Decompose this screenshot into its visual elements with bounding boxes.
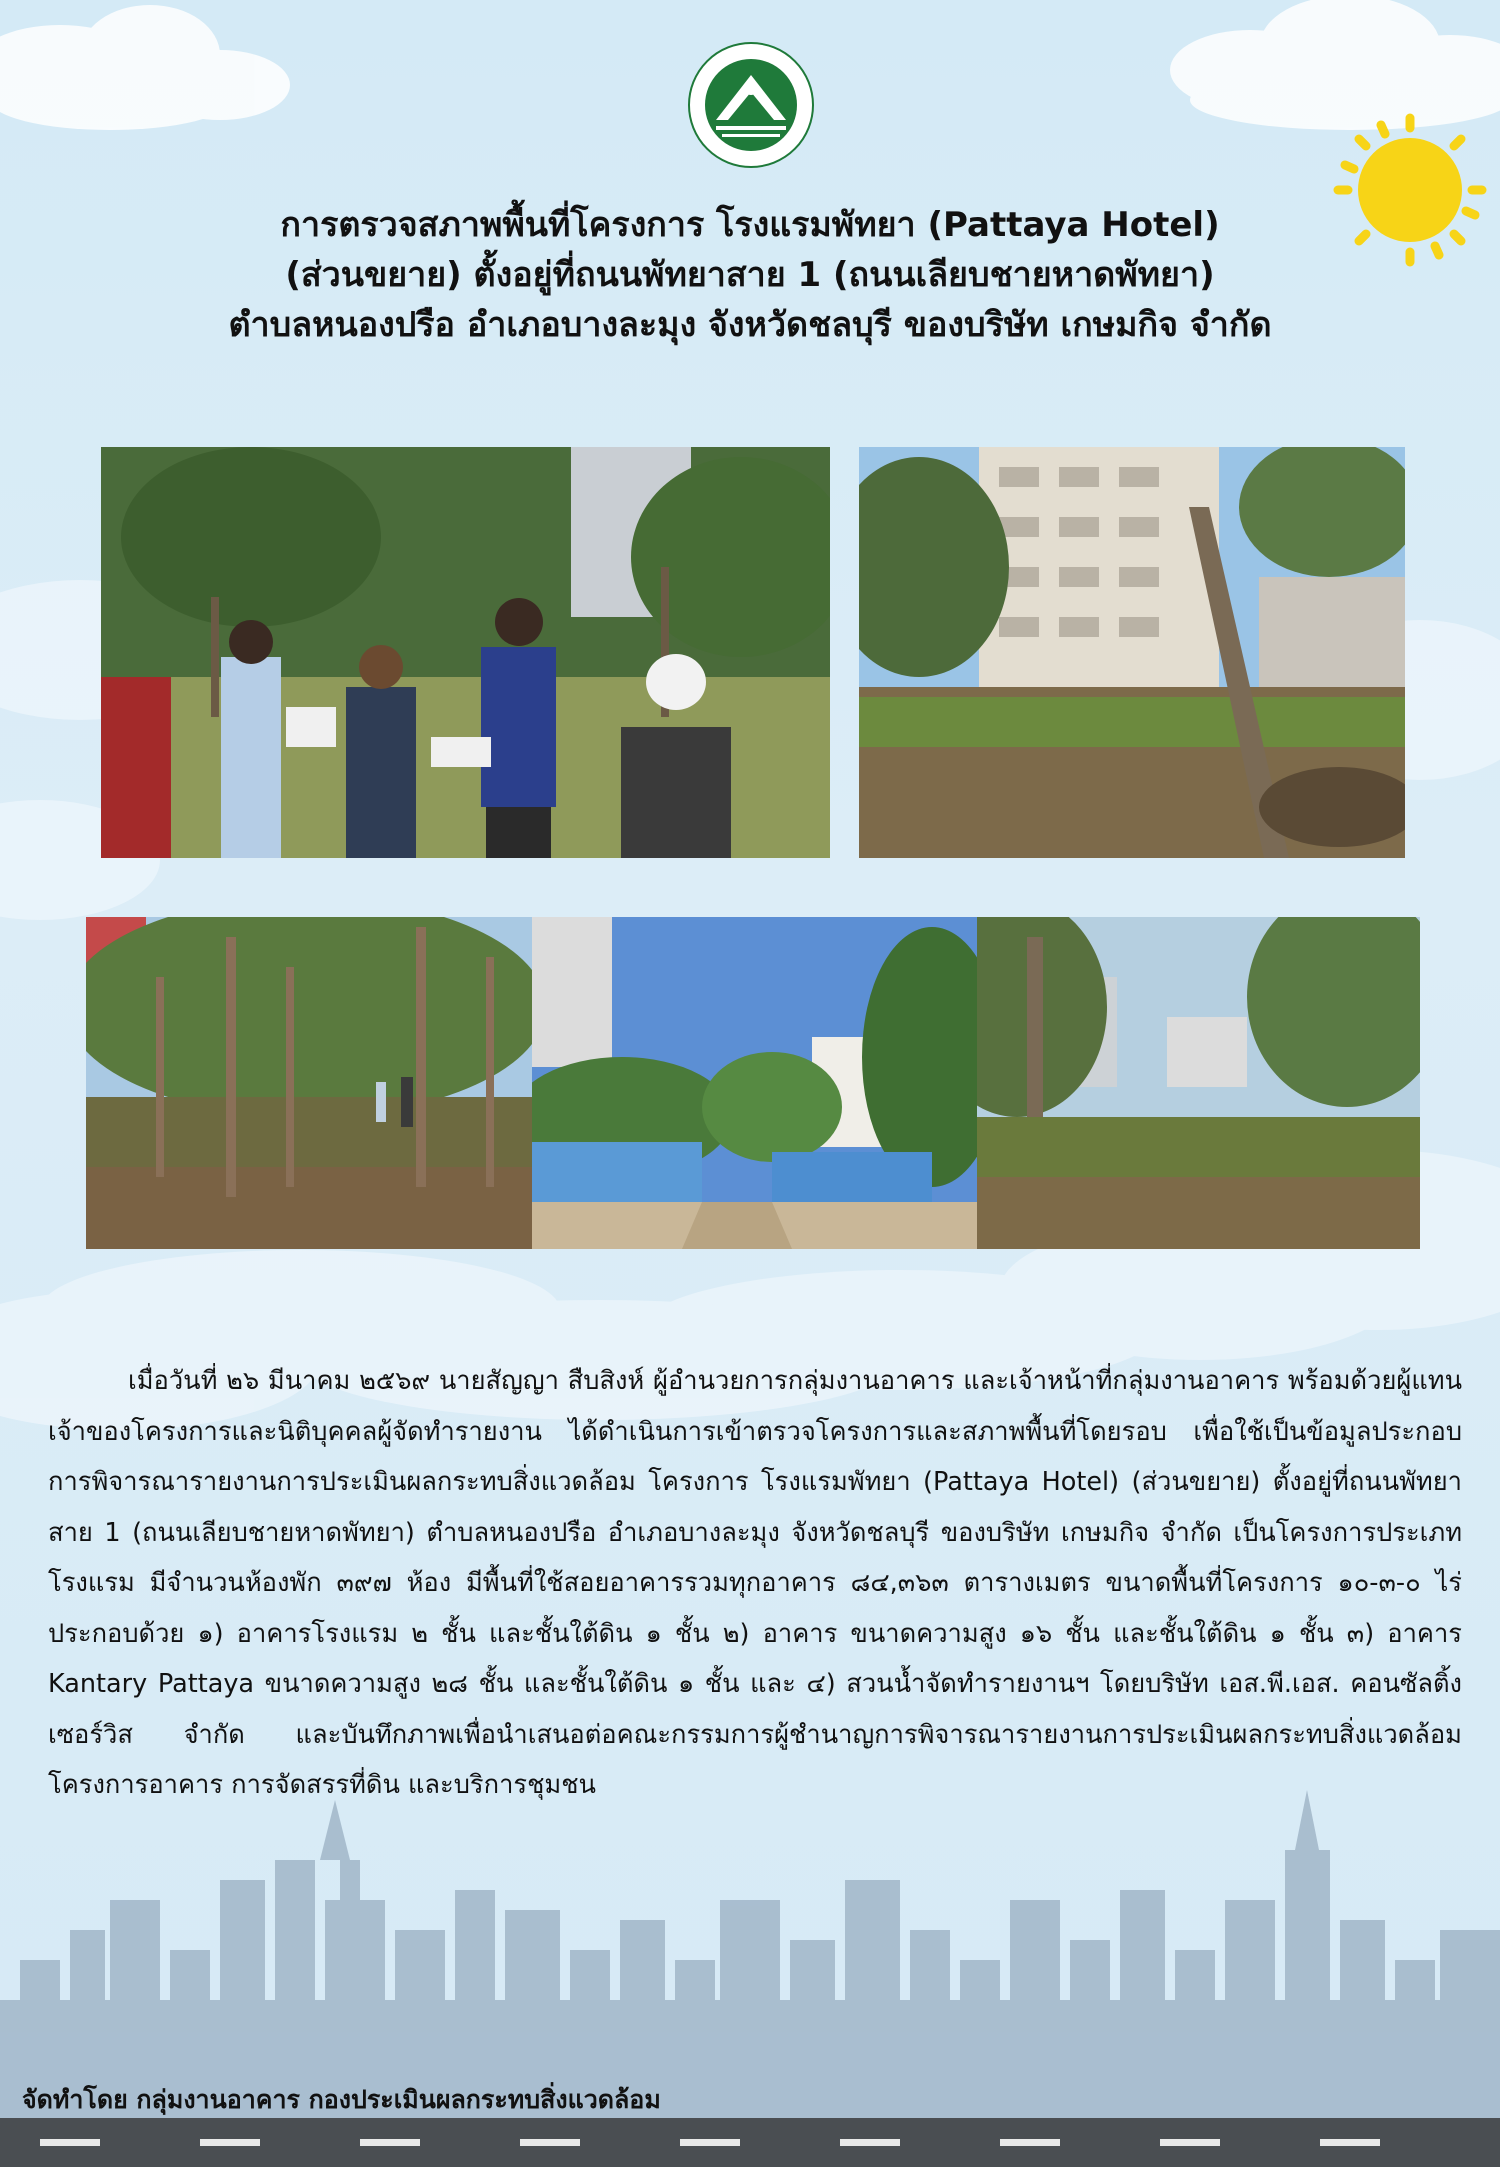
- photo-site-inspection-group: [101, 447, 830, 858]
- credit-line: จัดทำโดย กลุ่มงานอาคาร กองประเมินผลกระทบสิ่งแวดล้อม: [22, 2085, 661, 2114]
- title-line-1: การตรวจสภาพพื้นที่โครงการ โรงแรมพัทยา (Pattaya Hotel): [280, 205, 1220, 245]
- photo-grass-lot-trees: [977, 917, 1420, 1249]
- city-skyline-icon: [0, 1790, 1500, 2118]
- report-paragraph: เมื่อวันที่ ๒๖ มีนาคม ๒๕๖๙ นายสัญญา สืบสิงห์ ผู้อำนวยการกลุ่มงานอาคาร และเจ้าหน้าที่กลุ่มงานอาคาร พร้อมด้วยผู้แทนเจ้าของโครงการและนิติบุคคลผู้จัดทำรายงาน ได้ดำเนินการเข้าตรวจโครงการและสภาพพื้นที่โดยรอบ เพื่อใช้เป็นข้อมูลประกอบการพิจารณารายงานการประเมินผลกระทบสิ่งแวดล้อม โครงการ โรงแรมพัทยา (Pattaya Hotel) (ส่วนขยาย) ตั้งอยู่ที่ถนนพัทยาสาย 1 (ถนนเลียบชายหาดพัทยา) ตำบลหนองปรือ อำเภอบางละมุง จังหวัดชลบุรี ของบริษัท เกษมกิจ จำกัด เป็นโครงการประเภทโรงแรม มีจำนวนห้องพัก ๓๙๗ ห้อง มีพื้นที่ใช้สอยอาคารรวมทุกอาคาร ๘๔,๓๖๓ ตารางเมตร ขนาดพื้นที่โครงการ ๑๐-๓-๐ ไร่ ประกอบด้วย ๑) อาคารโรงแรม ๒ ชั้น และชั้นใต้ดิน ๑ ชั้น ๒) อาคาร ขนาดความสูง ๑๖ ชั้น และชั้นใต้ดิน ๑ ชั้น ๓) อาคาร Kantary Pattaya ขนาดความสูง ๒๘ ชั้น และชั้นใต้ดิน ๑ ชั้น และ ๔) สวนน้ำจัดทำรายงานฯ โดยบริษัท เอส.พี.เอส. คอนซัลติ้ง เซอร์วิส จำกัด และบันทึกภาพเพื่อนำเสนอต่อคณะกรรมการผู้ชำนาญการพิจารณารายงานการประเมินผลกระทบสิ่งแวดล้อม โครงการอาคาร การจัดสรรที่ดิน และบริการชุมชน: [48, 1366, 1462, 1800]
- environment-agency-logo-icon: [686, 40, 816, 170]
- photo-trees-walkway: [86, 917, 532, 1249]
- photo-hotel-building-vacant-lot: [859, 447, 1405, 858]
- cloud-top-right-icon: [1170, 0, 1500, 130]
- photo-blue-fence-hotel-tower: [532, 917, 977, 1249]
- cloud-top-left-icon: [0, 5, 290, 130]
- road-decoration: [0, 2118, 1500, 2167]
- title-line-3: ตำบลหนองปรือ อำเภอบางละมุง จังหวัดชลบุรี ของบริษัท เกษมกิจ จำกัด: [228, 305, 1272, 345]
- page-title: [60, 200, 1440, 350]
- title-line-2: (ส่วนขยาย) ตั้งอยู่ที่ถนนพัทยาสาย 1 (ถนนเลียบชายหาดพัทยา): [285, 255, 1215, 295]
